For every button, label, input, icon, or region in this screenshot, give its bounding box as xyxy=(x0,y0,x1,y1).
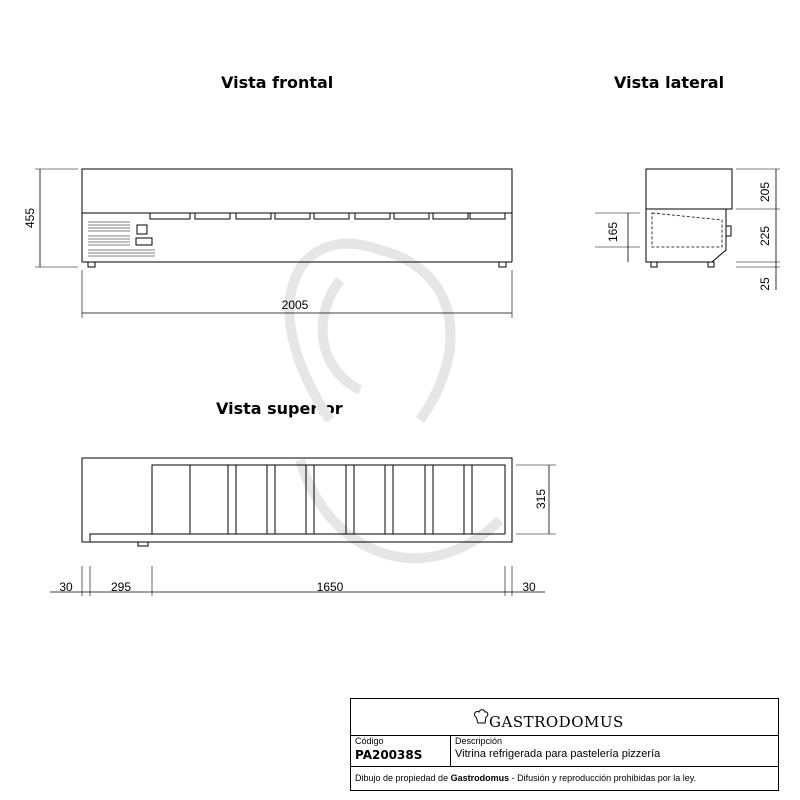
dim-label-25: 25 xyxy=(758,277,772,291)
front-foot-right xyxy=(499,262,506,267)
dim-label-165: 165 xyxy=(606,221,620,243)
product-code: PA20038S xyxy=(355,748,423,762)
watermark-logo xyxy=(289,244,500,558)
dim-label-30-right: 30 xyxy=(522,580,536,594)
control-display xyxy=(136,238,152,245)
side-control-knob xyxy=(726,226,731,236)
side-foot-left xyxy=(651,262,657,267)
front-foot-left xyxy=(88,262,95,267)
code-cell xyxy=(351,735,451,767)
ownership-footer xyxy=(355,773,696,783)
dim-label-205: 205 xyxy=(758,181,772,203)
side-foot-right xyxy=(708,262,714,267)
product-description: Vitrina refrigerada para pastelería pizzería xyxy=(455,748,661,760)
code-label: Código xyxy=(355,736,384,746)
description-label: Descripción xyxy=(455,736,503,746)
front-view-title: Vista frontal xyxy=(221,73,334,92)
brand-logo-text: GASTRODOMUS xyxy=(489,713,624,731)
footer-suffix: - Difusión y reproducción prohibidas por la ley. xyxy=(511,773,697,783)
dim-label-30-left: 30 xyxy=(59,580,73,594)
dim-label-1650: 1650 xyxy=(316,580,344,594)
title-block xyxy=(350,698,779,791)
dim-label-225: 225 xyxy=(758,225,772,247)
control-switch xyxy=(137,225,147,234)
side-view xyxy=(595,169,780,290)
footer-brand: Gastrodomus xyxy=(450,773,510,783)
top-view-title: Vista superior xyxy=(216,399,343,418)
front-vent-grille xyxy=(88,222,155,256)
side-view-title: Vista lateral xyxy=(614,73,725,92)
dim-label-455: 455 xyxy=(23,207,37,229)
chef-hat-icon xyxy=(473,708,489,726)
dim-label-2005: 2005 xyxy=(281,298,309,312)
dim-label-295: 295 xyxy=(110,580,132,594)
top-control-knob xyxy=(138,542,148,546)
dim-label-315: 315 xyxy=(534,488,548,510)
dimension-front-height xyxy=(23,208,37,228)
description-cell xyxy=(451,735,778,767)
footer-prefix: Dibujo de propiedad de xyxy=(355,773,449,783)
title-block-logo-row xyxy=(351,699,778,736)
